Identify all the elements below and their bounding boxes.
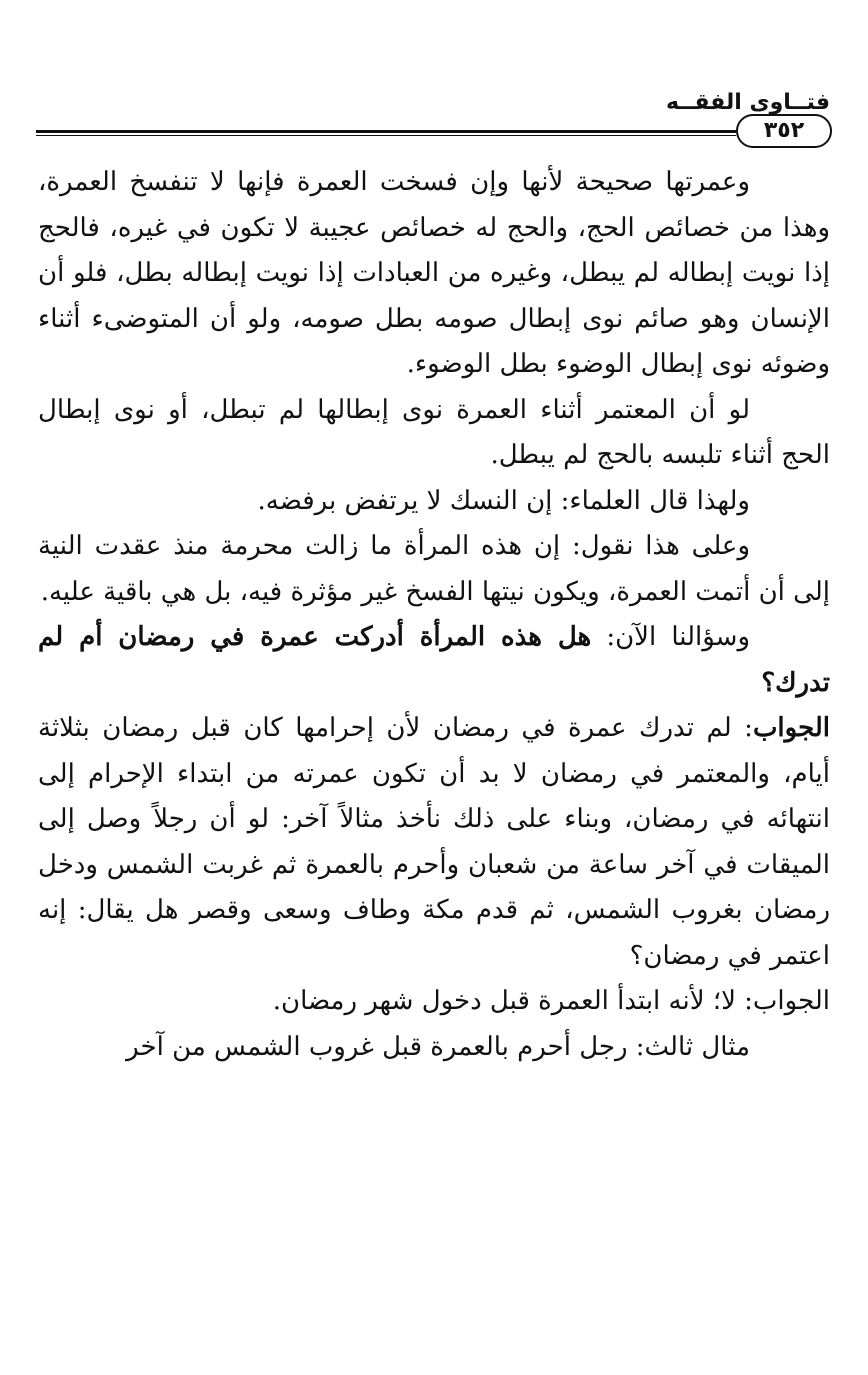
paragraph-2: لو أن المعتمر أثناء العمرة نوى إبطالها لم تبطل، أو نوى إبطال الحج أثناء تلبسه بالحج لم يبطل.: [38, 394, 830, 470]
paragraph-6: [38, 706, 830, 979]
page-header: [36, 82, 832, 152]
page-number: ٣٥٢: [736, 114, 832, 148]
paragraph-1: وعمرتها صحيحة لأنها وإن فسخت العمرة فإنها لا تنفسخ العمرة، وهذا من خصائص الحج، والحج له خصائص عجيبة لا تكون في غيره، فالحج إذا نويت إبطاله لم يبطل، وغيره من العبادات إذا نويت إبطاله بطل، فلو أن الإنسان وهو صائم نوى إبطال صومه بطل صومه، ولو أن المتوضىء أثناء وضوئه نوى إبطال الوضوء بطل الوضوء.: [38, 167, 830, 379]
header-rule: [36, 130, 736, 136]
book-title: فتــاوى الفقــه: [665, 90, 830, 115]
paragraph-8: مثال ثالث: رجل أحرم بالعمرة قبل غروب الشمس من آخر: [126, 1031, 750, 1062]
page-body: [38, 160, 830, 1070]
paragraph-3: ولهذا قال العلماء: إن النسك لا يرتفض برفضه.: [257, 485, 750, 516]
question-intro: وسؤالنا الآن:: [591, 622, 751, 652]
paragraph-5: [38, 615, 830, 706]
paragraph-4: وعلى هذا نقول: إن هذه المرأة ما زالت محرمة منذ عقدت النية إلى أن أتمت العمرة، ويكون نيتها الفسخ غير مؤثرة فيه، بل هي باقية عليه.: [38, 531, 830, 607]
question-text: هل هذه المرأة أدركت عمرة في رمضان أم لم تدرك؟: [38, 622, 830, 698]
answer-label: الجواب: [752, 713, 830, 743]
answer-text: : لم تدرك عمرة في رمضان لأن إحرامها كان قبل رمضان بثلاثة أيام، والمعتمر في رمضان لا بد أن تكون عمرته من ابتداء الإحرام إلى انتهائه في رمضان، وبناء على ذلك نأخذ مثالاً آخر: لو أن رجلاً وصل إلى الميقات في آخر ساعة من شعبان وأحرم بالعمرة ثم غربت الشمس ودخل رمضان بغروب الشمس، ثم قدم مكة وطاف وسعى وقصر هل يقال: إنه اعتمر في رمضان؟: [38, 713, 830, 971]
paragraph-7: الجواب: لا؛ لأنه ابتدأ العمرة قبل دخول شهر رمضان.: [272, 986, 830, 1016]
